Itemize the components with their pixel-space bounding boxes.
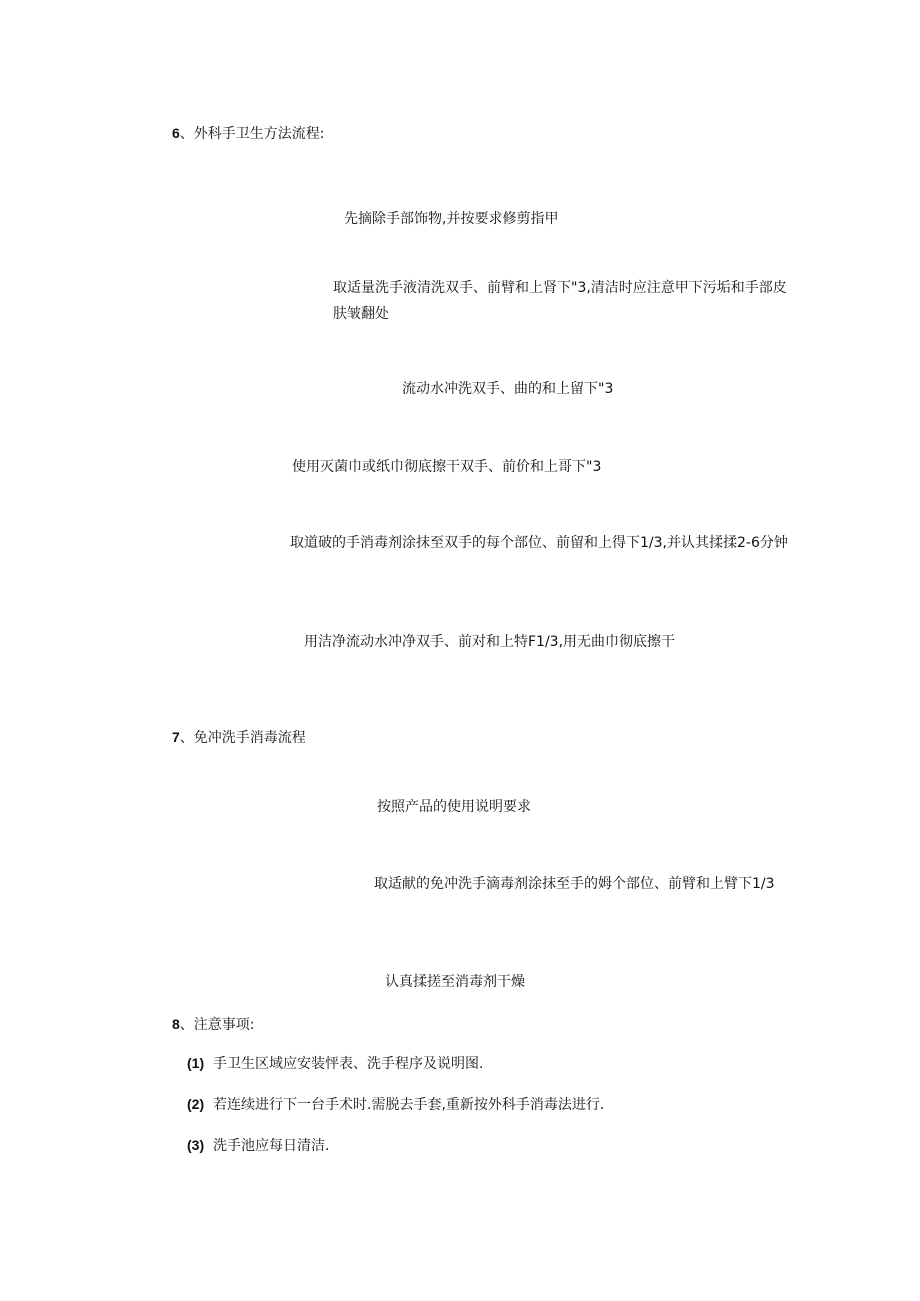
section-7-number: 7 xyxy=(172,729,180,745)
item-text: 洗手池应每日清洁. xyxy=(213,1138,330,1154)
section-8-heading xyxy=(172,1014,255,1035)
section-6-step-6: 用洁净流动水冲净双手、前对和上特F1/3,用无曲巾彻底擦干 xyxy=(304,634,676,650)
section-6-step-4: 使用灭菌巾或纸巾彻底擦干双手、前价和上哥下"3 xyxy=(292,459,602,475)
section-6-step-5: 取道破的手消毒剂涂抹至双手的每个部位、前留和上得下1/3,并认其揉揉2-6分钟 xyxy=(290,535,788,551)
section-6-step-1: 先摘除手部饰物,并按要求修剪指甲 xyxy=(344,211,559,227)
section-7-heading xyxy=(172,727,306,748)
section-7-step-2: 取适献的免冲洗手滴毒剂涂抹至手的姆个部位、前臂和上臂下1/3 xyxy=(374,876,775,892)
section-7-title: 、免冲洗手消毒流程 xyxy=(179,730,306,746)
section-6-title: 、外科手卫生方法流程: xyxy=(179,126,325,142)
section-8-item-1 xyxy=(187,1053,483,1074)
section-8-title: 、注意事项: xyxy=(179,1017,255,1033)
section-6-step-3: 流动水冲洗双手、曲的和上留下"3 xyxy=(402,381,614,397)
section-6-heading xyxy=(172,123,325,144)
section-7-step-3: 认真揉搓至消毒剂干燥 xyxy=(385,974,525,990)
section-8-number: 8 xyxy=(172,1016,180,1032)
section-8-item-2 xyxy=(187,1094,604,1115)
section-6-number: 6 xyxy=(172,125,180,141)
item-marker: (2) xyxy=(187,1096,205,1112)
item-marker: (1) xyxy=(187,1055,205,1071)
section-7-step-1: 按照产品的使用说明要求 xyxy=(377,799,531,815)
item-text: 手卫生区域应安装怦表、洗手程序及说明图. xyxy=(213,1056,484,1072)
item-marker: (3) xyxy=(187,1137,205,1153)
section-8-item-3 xyxy=(187,1135,329,1156)
section-6-step-2: 取适量洗手液清洗双手、前臂和上肾下"3,清洁时应注意甲下污垢和手部皮肤皱翻处 xyxy=(333,280,787,322)
item-text: 若连续进行下一台手术时.需脱去手套,重新按外科手消毒法进行. xyxy=(213,1097,605,1113)
